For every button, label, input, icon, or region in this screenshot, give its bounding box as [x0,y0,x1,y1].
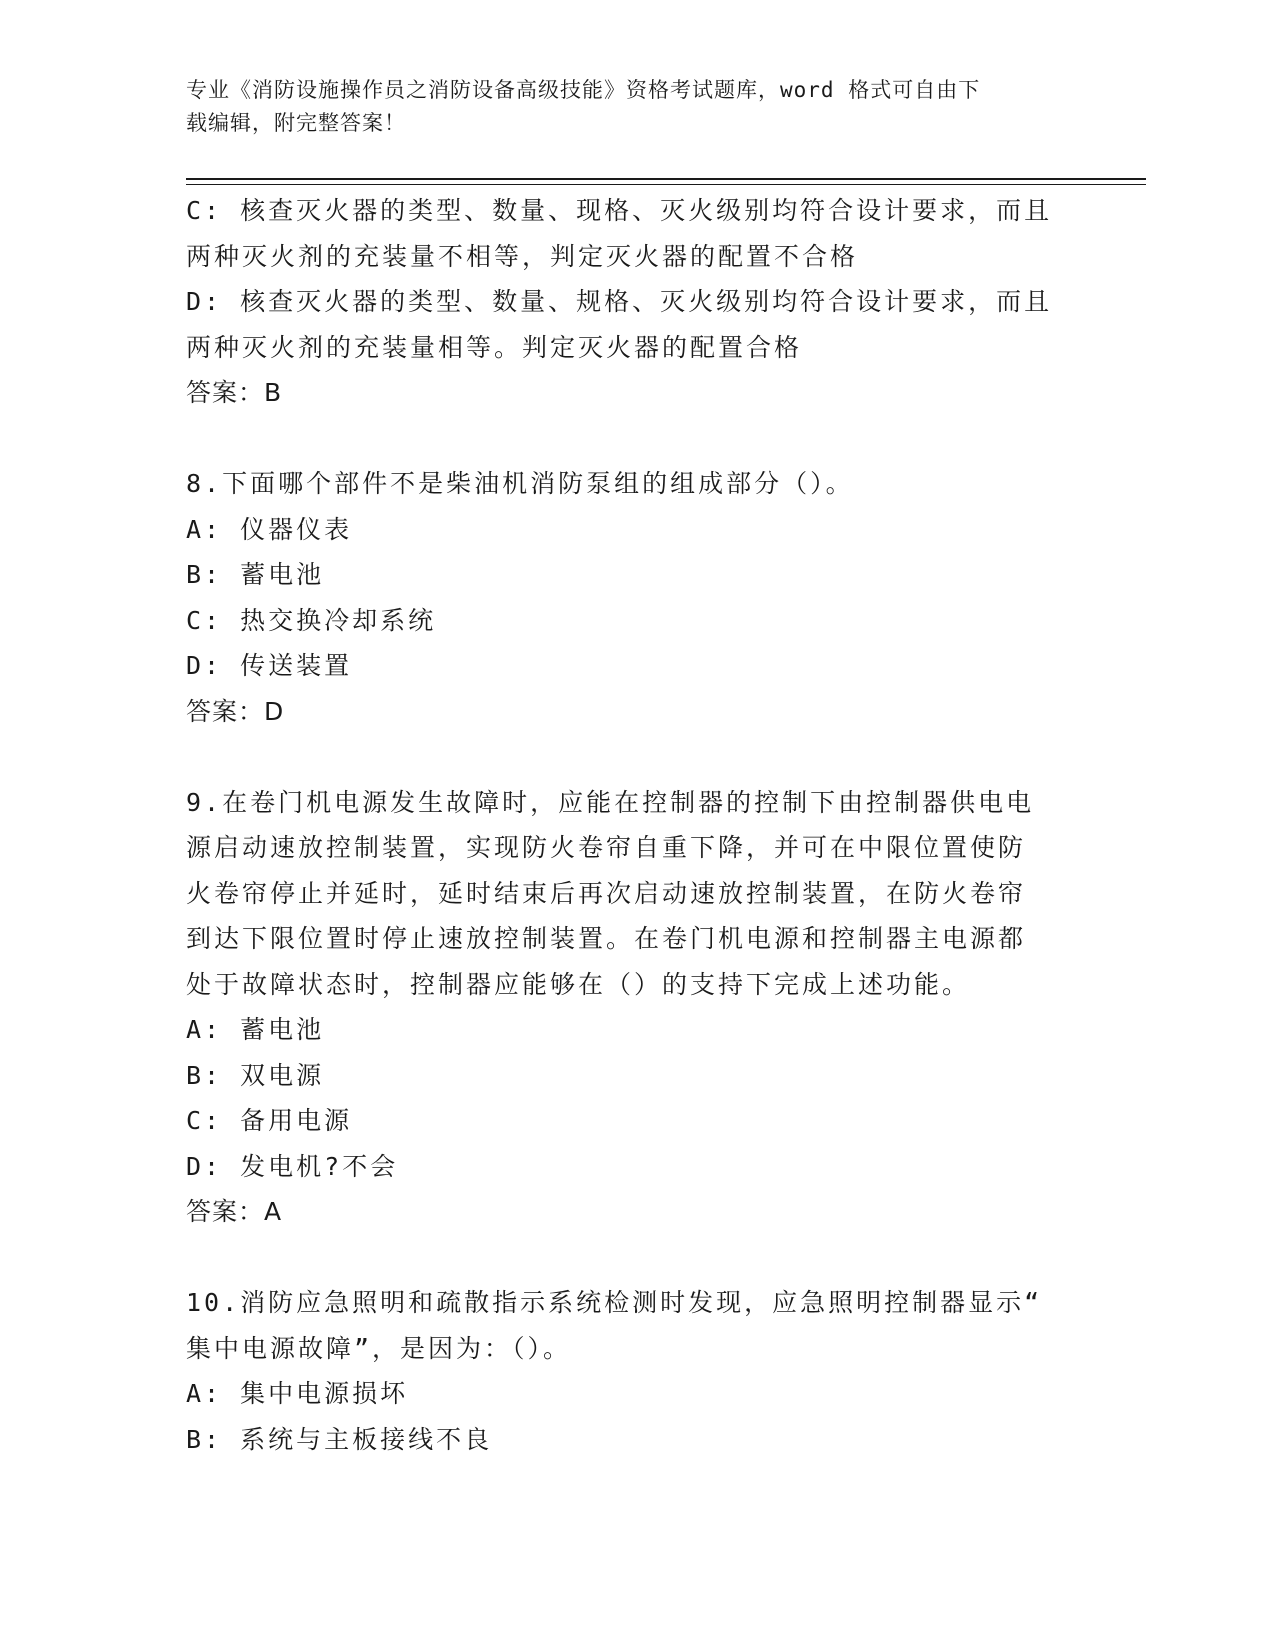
question-content [186,188,1066,1462]
q7-option-d-line-2: 两种灭火剂的充装量相等。判定灭火器的配置合格 [186,332,803,362]
q9-stem-line-4: 到达下限位置时停止速放控制装置。在卷门机电源和控制器主电源都 [186,924,1027,953]
spacer [186,416,1066,462]
q9-answer: 答案：A [186,1197,283,1226]
q7-answer: 答案：B [186,378,283,407]
q8-option-c: C: 热交换冷却系统 [186,605,437,635]
q8-option-d: D: 传送装置 [186,651,353,680]
q8-stem: 8.下面哪个部件不是柴油机消防泵组的组成部分（）。 [186,469,854,498]
q7-option-c-line-1: C: 核查灭火器的类型、数量、现格、灭火级别均符合设计要求，而且 [186,196,1053,225]
header-rule-thick [186,178,1146,180]
q7-option-d-line-1: D: 核查灭火器的类型、数量、规格、灭火级别均符合设计要求，而且 [186,287,1053,316]
q8-answer: 答案：D [186,696,285,726]
document-header [186,74,1066,140]
question-9 [186,780,1066,1235]
q9-option-d: D: 发电机?不会 [186,1151,399,1181]
q10-option-a: A: 集中电源损坏 [186,1379,409,1408]
spacer [186,1235,1066,1281]
question-8 [186,461,1066,734]
header-line-1: 专业《消防设施操作员之消防设备高级技能》资格考试题库，word 格式可自由下 [186,78,981,102]
header-rule-thin [186,184,1146,185]
q7-option-c-line-2: 两种灭火剂的充装量不相等，判定灭火器的配置不合格 [186,241,859,271]
q9-stem-line-1: 9.在卷门机电源发生故障时，应能在控制器的控制下由控制器供电电 [186,787,1035,817]
q9-stem-line-5: 处于故障状态时，控制器应能够在（）的支持下完成上述功能。 [186,969,971,999]
q9-option-a: A: 蓄电池 [186,1015,325,1044]
q9-option-c: C: 备用电源 [186,1106,353,1135]
q10-stem-line-1: 10.消防应急照明和疏散指示系统检测时发现，应急照明控制器显示“ [186,1288,1043,1317]
q9-stem-line-2: 源启动速放控制装置，实现防火卷帘自重下降，并可在中限位置使防 [186,833,1027,862]
question-10 [186,1280,1066,1462]
q10-option-b: B: 系统与主板接线不良 [186,1424,493,1454]
q8-option-a: A: 仪器仪表 [186,514,353,544]
q9-option-b: B: 双电源 [186,1060,325,1090]
header-line-2: 载编辑，附完整答案！ [186,111,406,135]
question-7 [186,188,1066,416]
q9-stem-line-3: 火卷帘停止并延时，延时结束后再次启动速放控制装置，在防火卷帘 [186,878,1027,908]
q8-option-b: B: 蓄电池 [186,560,325,589]
q10-stem-line-2: 集中电源故障”，是因为：（）。 [186,1333,572,1363]
spacer [186,734,1066,780]
